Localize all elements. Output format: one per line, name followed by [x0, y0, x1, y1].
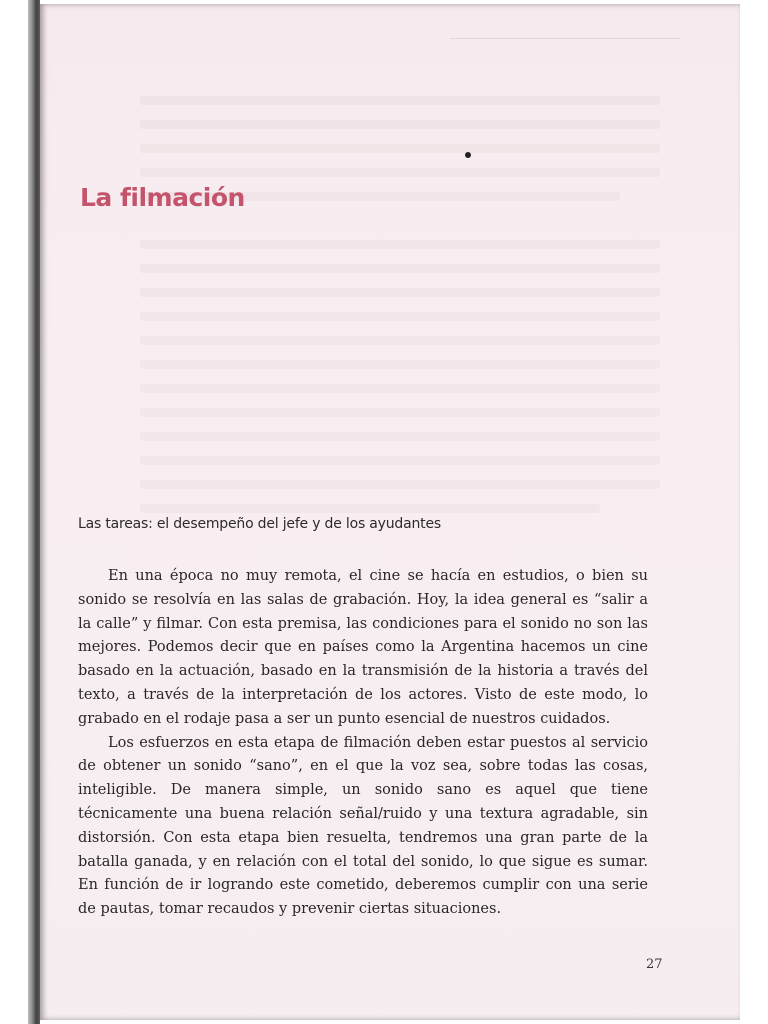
show-through-line — [140, 312, 660, 321]
show-through-line — [140, 384, 660, 393]
page-number: 27 — [646, 957, 663, 972]
show-through-line — [140, 240, 660, 249]
show-through-line — [140, 456, 660, 465]
show-through-line — [140, 96, 660, 105]
show-through-line — [140, 264, 660, 273]
show-through-line — [140, 480, 660, 489]
show-through-line — [140, 504, 600, 513]
show-through-line — [140, 168, 660, 177]
show-through-line — [140, 288, 660, 297]
section-heading: Las tareas: el desempeño del jefe y de los ayudantes — [78, 516, 441, 532]
book-binding-edge — [28, 0, 40, 1024]
show-through-line — [140, 120, 660, 129]
show-through-line — [140, 360, 660, 369]
show-through-line — [140, 144, 660, 153]
body-text — [78, 565, 648, 922]
paragraph: En una época no muy remota, el cine se hacía en estudios, o bien su sonido se resolvía en las salas de grabación. Hoy, la idea general es “salir a la calle” y filmar. Con esta premisa, las condiciones para el sonido no son las mejores. Podemos decir que en países como la Argentina hacemos un cine basado en la actuación, basado en la transmisión de la historia a través del texto, a través de la interpretación de los actores. Visto de este modo, lo grabado en el rodaje pasa a ser un punto esencial de nuestros cuidados. — [78, 568, 648, 727]
show-through-header-rule — [450, 38, 680, 49]
chapter-title: La filmación — [80, 183, 245, 212]
ink-speck — [465, 152, 471, 158]
show-through-line — [140, 408, 660, 417]
show-through-line — [140, 336, 660, 345]
paragraph: Los esfuerzos en esta etapa de filmación deben estar puestos al servicio de obtener un sonido “sano”, en el que la voz sea, sobre todas las cosas, inteligible. De manera simple, un sonido sano es aquel que tiene técnicamente una buena relación señal/ruido y una textura agradable, sin distorsión. Con esta etapa bien resuelta, tendremos una gran parte de la batalla ganada, y en relación con el total del sonido, lo que sigue es sumar. En función de ir logrando este cometido, deberemos cumplir con una serie de pautas, tomar recaudos y prevenir ciertas situaciones. — [78, 734, 648, 918]
show-through-line — [140, 432, 660, 441]
